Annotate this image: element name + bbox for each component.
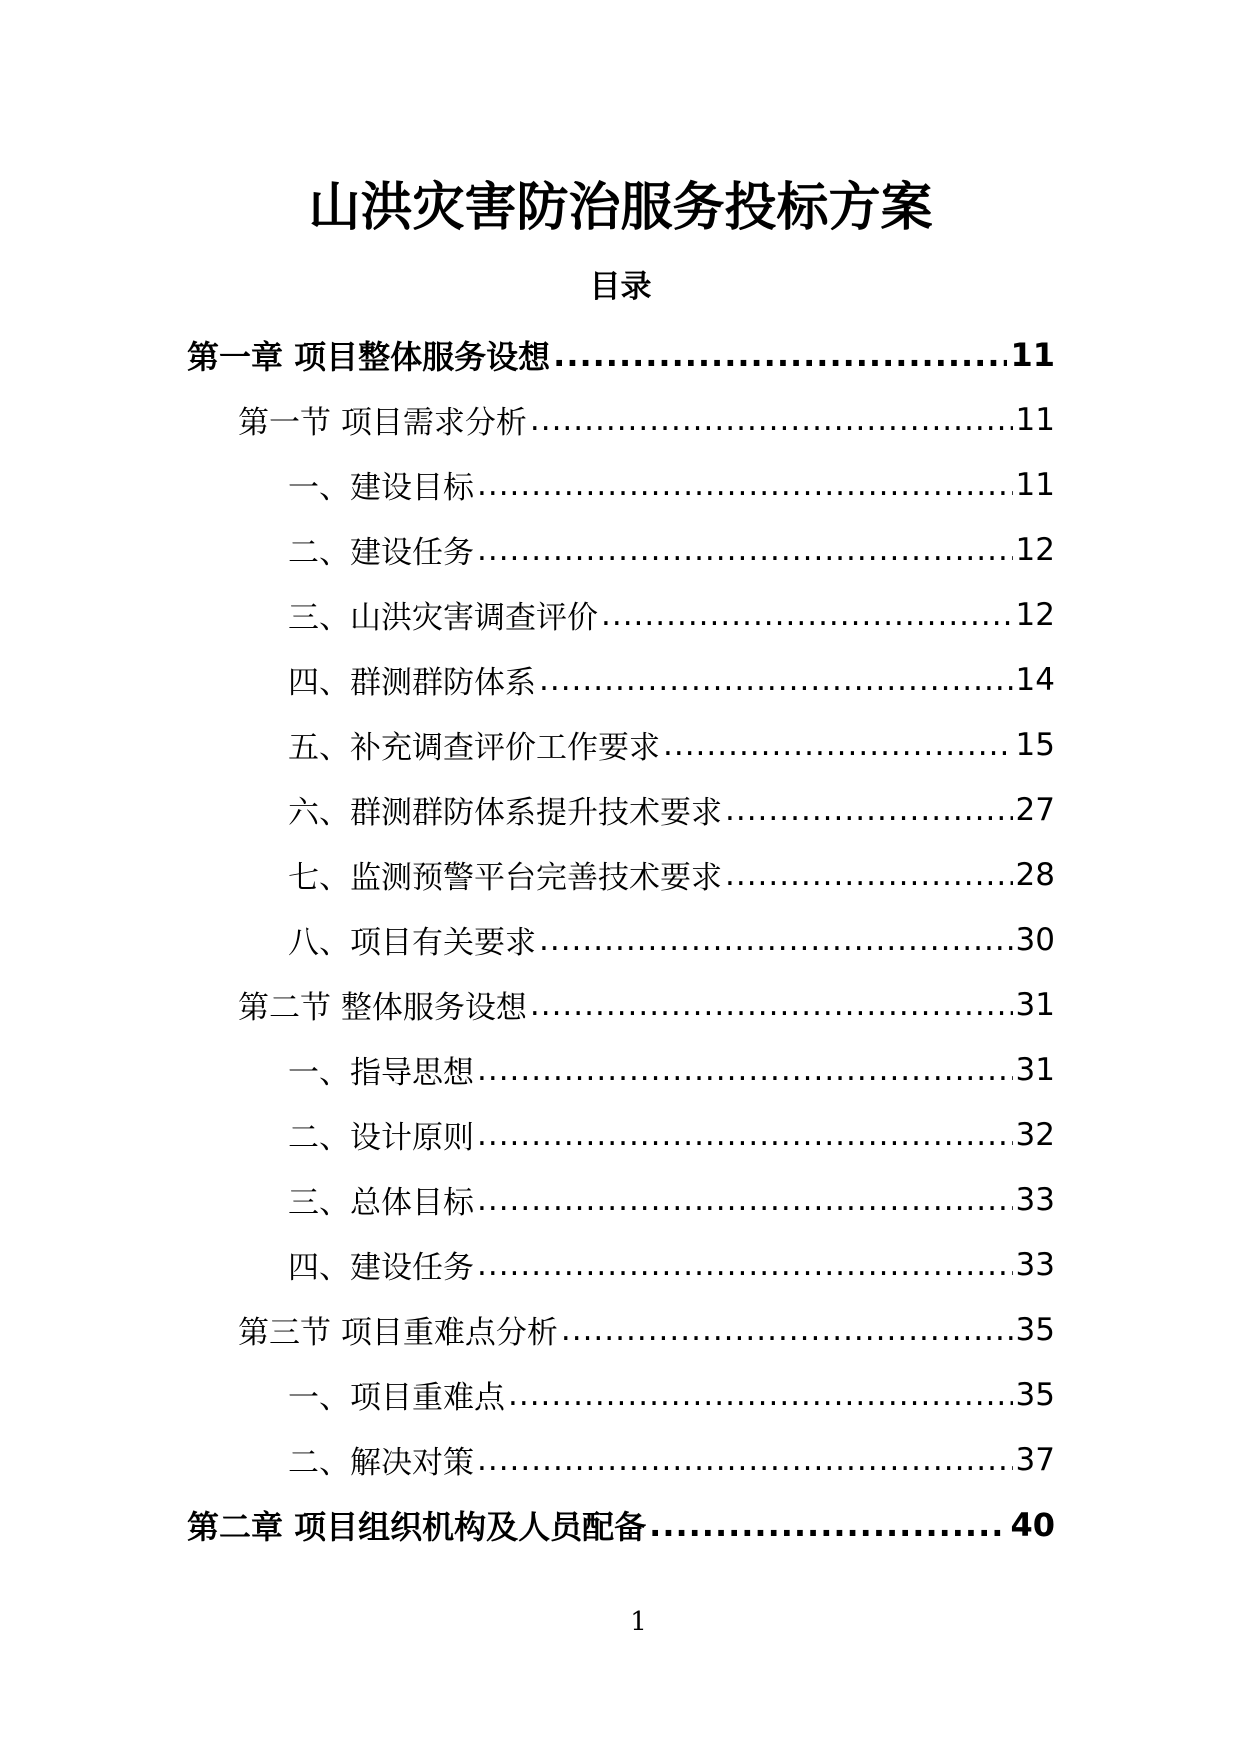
toc-entry-text: 八、项目有关要求 — [288, 925, 536, 961]
toc-leader-dots — [477, 532, 1013, 568]
toc-entry-item[interactable] — [0, 517, 1241, 582]
toc-entry-item[interactable] — [0, 452, 1241, 517]
toc-leader-dots — [477, 1117, 1013, 1153]
toc-entry-page: 31 — [1015, 1051, 1055, 1088]
toc-entry-item[interactable] — [0, 1362, 1241, 1427]
toc-entry-item[interactable] — [0, 907, 1241, 972]
toc-entry-item[interactable] — [0, 1427, 1241, 1492]
toc-leader-dots — [477, 1052, 1013, 1088]
toc-entry-text: 二、建设任务 — [288, 535, 474, 571]
toc-entry-item[interactable] — [0, 842, 1241, 907]
toc-entry-section[interactable] — [0, 972, 1241, 1037]
toc-entry-page: 31 — [1015, 986, 1055, 1023]
toc-entry-page: 37 — [1015, 1441, 1055, 1478]
toc-entry-item[interactable] — [0, 1232, 1241, 1297]
toc-entry-page: 35 — [1015, 1311, 1055, 1348]
toc-leader-dots — [530, 402, 1013, 438]
toc-leader-dots — [508, 1377, 1013, 1413]
toc-entry-text: 七、监测预警平台完善技术要求 — [288, 860, 722, 896]
toc-leader-dots — [539, 922, 1013, 958]
toc-entry-page: 11 — [1010, 335, 1055, 374]
toc-leader-dots — [649, 1506, 1007, 1544]
table-of-contents — [0, 322, 1241, 1557]
toc-entry-text: 一、指导思想 — [288, 1055, 474, 1091]
toc-entry-page: 11 — [1015, 401, 1055, 438]
toc-entry-chapter-1[interactable] — [0, 322, 1241, 387]
toc-entry-page: 32 — [1015, 1116, 1055, 1153]
toc-entry-page: 30 — [1015, 921, 1055, 958]
toc-entry-page: 33 — [1015, 1181, 1055, 1218]
toc-entry-text: 四、建设任务 — [288, 1250, 474, 1286]
toc-entry-text: 二、解决对策 — [288, 1445, 474, 1481]
toc-entry-text: 一、项目重难点 — [288, 1380, 505, 1416]
toc-heading: 目录 — [589, 269, 652, 305]
toc-entry-page: 14 — [1015, 661, 1055, 698]
toc-leader-dots — [725, 792, 1013, 828]
toc-leader-dots — [477, 1182, 1013, 1218]
toc-leader-dots — [725, 857, 1013, 893]
toc-entry-item[interactable] — [0, 777, 1241, 842]
toc-entry-page: 12 — [1015, 531, 1055, 568]
toc-leader-dots — [477, 467, 1013, 503]
toc-entry-item[interactable] — [0, 647, 1241, 712]
toc-entry-page: 11 — [1015, 466, 1055, 503]
toc-entry-text: 三、山洪灾害调查评价 — [288, 600, 598, 636]
toc-entry-text: 第一章 项目整体服务设想 — [187, 337, 551, 376]
toc-leader-dots — [663, 727, 1013, 763]
toc-entry-item[interactable] — [0, 1102, 1241, 1167]
toc-entry-page: 40 — [1010, 1505, 1055, 1544]
toc-entry-text: 第三节 项目重难点分析 — [238, 1315, 558, 1351]
toc-entry-page: 35 — [1015, 1376, 1055, 1413]
toc-entry-text: 一、建设目标 — [288, 470, 474, 506]
toc-entry-section[interactable] — [0, 1297, 1241, 1362]
toc-entry-section[interactable] — [0, 387, 1241, 452]
toc-entry-page: 28 — [1015, 856, 1055, 893]
toc-entry-text: 六、群测群防体系提升技术要求 — [288, 795, 722, 831]
toc-entry-text: 四、群测群防体系 — [288, 665, 536, 701]
toc-leader-dots — [561, 1312, 1013, 1348]
toc-leader-dots — [530, 987, 1013, 1023]
toc-entry-item[interactable] — [0, 1167, 1241, 1232]
toc-entry-page: 15 — [1015, 726, 1055, 763]
toc-entry-item[interactable] — [0, 582, 1241, 647]
toc-entry-text: 二、设计原则 — [288, 1120, 474, 1156]
toc-entry-page: 33 — [1015, 1246, 1055, 1283]
toc-entry-text: 第一节 项目需求分析 — [238, 405, 527, 441]
toc-entry-text: 第二节 整体服务设想 — [238, 990, 527, 1026]
toc-leader-dots — [477, 1247, 1013, 1283]
document-title: 山洪灾害防治服务投标方案 — [308, 178, 933, 238]
toc-entry-text: 第二章 项目组织机构及人员配备 — [187, 1507, 647, 1546]
toc-entry-chapter-2[interactable] — [0, 1492, 1241, 1557]
toc-leader-dots — [601, 597, 1013, 633]
toc-entry-text: 三、总体目标 — [288, 1185, 474, 1221]
toc-leader-dots — [477, 1442, 1013, 1478]
toc-entry-page: 12 — [1015, 596, 1055, 633]
toc-leader-dots — [539, 662, 1013, 698]
toc-leader-dots — [553, 336, 1007, 374]
page-number: 1 — [630, 1607, 647, 1637]
toc-entry-text: 五、补充调查评价工作要求 — [288, 730, 660, 766]
toc-entry-page: 27 — [1015, 791, 1055, 828]
toc-entry-item[interactable] — [0, 1037, 1241, 1102]
toc-entry-item[interactable] — [0, 712, 1241, 777]
